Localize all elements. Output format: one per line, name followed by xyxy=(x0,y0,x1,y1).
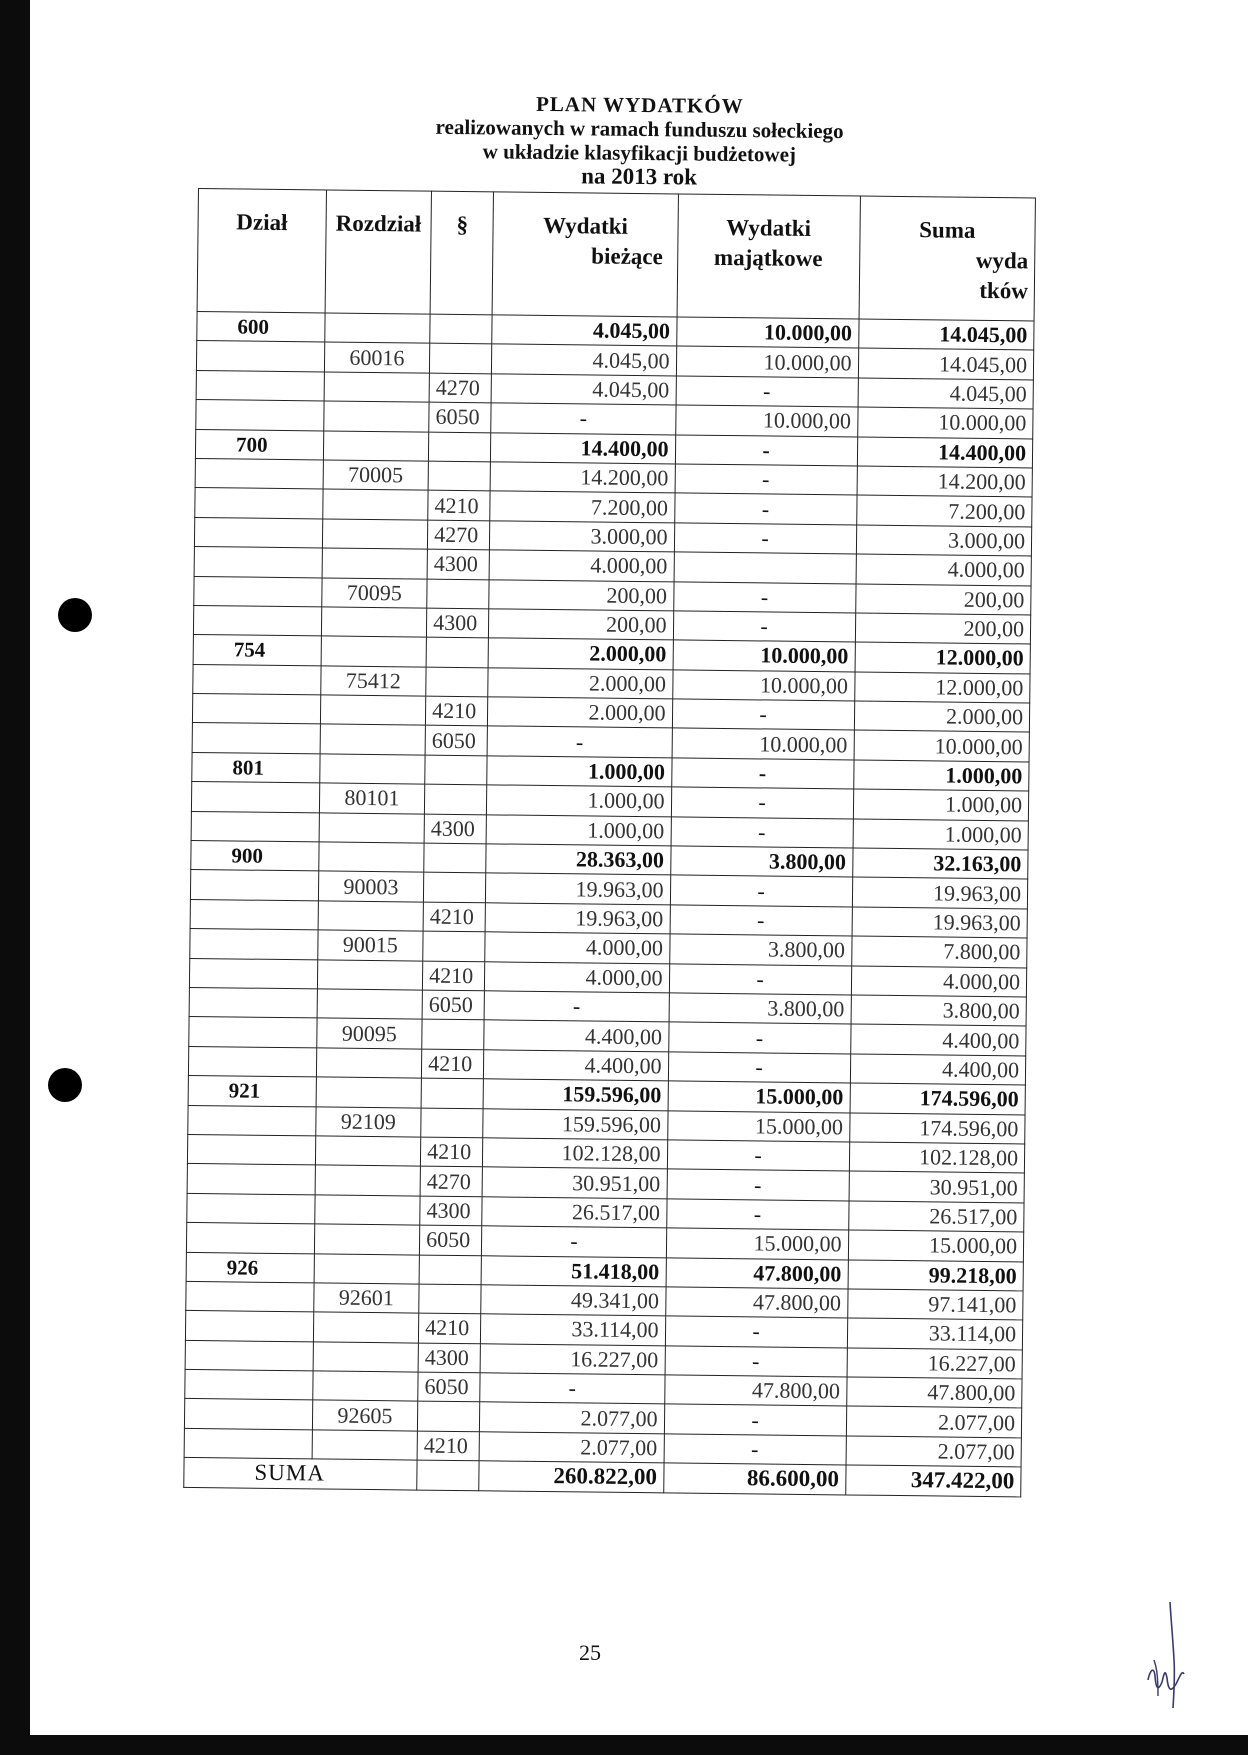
wydatki-biezace-value: - xyxy=(484,991,669,1022)
paragraf-cell-empty xyxy=(429,432,491,462)
dzial-cell-empty xyxy=(190,899,318,930)
suma-wydatkow-value: 200,00 xyxy=(855,584,1031,615)
wydatki-biezace-value: 30.951,00 xyxy=(482,1167,667,1198)
document-subtitle: realizowanych w ramach funduszu sołeckiego xyxy=(435,114,844,144)
wydatki-majatkowe-value: - xyxy=(670,875,852,906)
column-header-dzial xyxy=(197,189,326,313)
dzial-cell-empty xyxy=(184,1399,312,1430)
suma-wydatkow-value: 7.800,00 xyxy=(851,936,1027,967)
dzial-cell-empty xyxy=(191,811,319,842)
dzial-cell-empty xyxy=(195,458,323,489)
paragraf-code: 4300 xyxy=(427,549,489,579)
table-header-row xyxy=(197,189,1035,321)
wydatki-majatkowe-value: - xyxy=(664,1434,846,1465)
wydatki-majatkowe-value: - xyxy=(671,817,853,848)
dzial-cell-empty xyxy=(189,958,317,989)
wydatki-majatkowe-value: 3.800,00 xyxy=(670,846,852,877)
wydatki-majatkowe-value: 15.000,00 xyxy=(666,1228,848,1259)
paragraf-code: 4300 xyxy=(424,814,486,844)
rozdzial-cell-empty xyxy=(320,724,426,755)
rozdzial-cell-empty xyxy=(315,1165,421,1196)
wydatki-biezace-value: 51.418,00 xyxy=(481,1255,666,1286)
dzial-cell-empty xyxy=(185,1340,313,1371)
paragraf-cell-empty xyxy=(418,1402,480,1432)
suma-wydatkow-value: 32.163,00 xyxy=(852,848,1028,879)
rozdzial-code: 92601 xyxy=(313,1283,419,1314)
suma-wydatkow-value: 3.000,00 xyxy=(856,525,1032,556)
paragraf-code: 4270 xyxy=(428,520,490,550)
wydatki-majatkowe-value: 3.800,00 xyxy=(669,934,851,965)
wydatki-majatkowe-value: 47.800,00 xyxy=(665,1287,847,1318)
table-body xyxy=(184,311,1034,1467)
suma-wydatkow-value: 12.000,00 xyxy=(855,642,1031,673)
wydatki-majatkowe-value: 15.000,00 xyxy=(667,1110,849,1141)
column-header-label: majątkowe xyxy=(713,244,823,272)
document-title-block xyxy=(359,90,920,192)
wydatki-majatkowe-value: - xyxy=(675,464,857,495)
wydatki-majatkowe-value: 47.800,00 xyxy=(666,1257,848,1288)
wydatki-majatkowe-value: - xyxy=(674,493,856,524)
suma-wydatkow-value: 15.000,00 xyxy=(848,1230,1024,1261)
paragraf-code: 4270 xyxy=(429,373,491,403)
wydatki-biezace-value: 14.200,00 xyxy=(490,462,675,493)
dzial-cell-empty xyxy=(187,1193,315,1224)
paragraf-cell-empty xyxy=(421,1108,483,1138)
wydatki-majatkowe-value: - xyxy=(674,523,856,554)
paragraf-code: 4210 xyxy=(419,1313,481,1343)
paragraf-cell-empty xyxy=(424,843,486,873)
dzial-code: 900 xyxy=(191,840,319,871)
wydatki-biezace-value: 4.045,00 xyxy=(491,374,676,405)
wydatki-biezace-value: 4.400,00 xyxy=(484,1050,669,1081)
rozdzial-cell-empty xyxy=(318,901,424,932)
paragraf-cell-empty xyxy=(424,873,486,903)
column-header-paragraf xyxy=(430,191,494,315)
rozdzial-cell-empty xyxy=(323,401,429,432)
paragraf-code: 6050 xyxy=(422,990,484,1020)
dzial-cell-empty xyxy=(187,1134,315,1165)
paragraf-cell-empty xyxy=(425,784,487,814)
suma-wydatkow-value: 2.077,00 xyxy=(846,1436,1022,1467)
column-header-label: § xyxy=(456,211,469,238)
dzial-cell-empty xyxy=(185,1311,313,1342)
rozdzial-code: 60016 xyxy=(324,342,430,373)
rozdzial-cell-empty xyxy=(319,754,425,785)
dzial-cell-empty xyxy=(190,929,318,960)
rozdzial-code: 90095 xyxy=(316,1018,422,1049)
suma-wydatkow-value: 1.000,00 xyxy=(853,760,1029,791)
paragraf-code: 4210 xyxy=(423,902,485,932)
paragraf-code: 6050 xyxy=(418,1372,480,1402)
wydatki-biezace-value: 1.000,00 xyxy=(486,814,671,845)
wydatki-majatkowe-value: 10.000,00 xyxy=(672,728,854,759)
punch-hole-icon xyxy=(58,598,92,632)
suma-wydatkow-value: 47.800,00 xyxy=(846,1377,1022,1408)
rozdzial-cell-empty xyxy=(313,1312,419,1343)
total-paragraf-cell xyxy=(417,1460,479,1490)
suma-wydatkow-value: 4.400,00 xyxy=(850,1054,1026,1085)
wydatki-biezace-value: 2.077,00 xyxy=(479,1432,664,1463)
column-header-label: Wydatki xyxy=(542,212,629,239)
suma-wydatkow-value: 30.951,00 xyxy=(849,1171,1025,1202)
suma-wydatkow-value: 10.000,00 xyxy=(854,730,1030,761)
rozdzial-cell-empty xyxy=(312,1430,418,1461)
column-header-label: Suma xyxy=(919,217,976,243)
suma-wydatkow-value: 4.000,00 xyxy=(856,554,1032,585)
paragraf-code: 4300 xyxy=(427,608,489,638)
wydatki-majatkowe-value: 10.000,00 xyxy=(676,346,858,377)
column-header-suma-wydatkow xyxy=(859,196,1036,321)
dzial-cell-empty xyxy=(196,370,324,401)
rozdzial-cell-empty xyxy=(322,489,428,520)
rozdzial-cell-empty xyxy=(316,1077,422,1108)
suma-wydatkow-value: 3.800,00 xyxy=(851,995,1027,1026)
column-header-wydatki-biezace xyxy=(492,192,678,317)
dzial-code: 926 xyxy=(186,1252,314,1283)
dzial-cell-empty xyxy=(185,1369,313,1400)
column-header-label: wyda xyxy=(975,247,1029,274)
column-header-label: tków xyxy=(979,277,1029,304)
suma-wydatkow-value: 99.218,00 xyxy=(848,1259,1024,1290)
paragraf-cell-empty xyxy=(421,1078,483,1108)
wydatki-biezace-value: - xyxy=(482,1226,667,1257)
wydatki-majatkowe-value: - xyxy=(665,1316,847,1347)
paragraf-cell-empty xyxy=(430,344,492,374)
dzial-cell-empty xyxy=(186,1223,314,1254)
wydatki-biezace-value: 14.400,00 xyxy=(491,432,676,463)
wydatki-majatkowe-value: - xyxy=(665,1346,847,1377)
rozdzial-cell-empty xyxy=(321,607,427,638)
rozdzial-cell-empty xyxy=(317,959,423,990)
rozdzial-cell-empty xyxy=(314,1224,420,1255)
suma-wydatkow-value: 12.000,00 xyxy=(854,672,1030,703)
paragraf-cell-empty xyxy=(428,461,490,491)
wydatki-majatkowe-value: - xyxy=(671,787,853,818)
suma-wydatkow-value: 26.517,00 xyxy=(848,1201,1024,1232)
page-number: 25 xyxy=(579,1640,601,1665)
wydatki-majatkowe-value: - xyxy=(672,699,854,730)
dzial-cell-empty xyxy=(193,605,321,636)
wydatki-biezace-value: 26.517,00 xyxy=(482,1197,667,1228)
dzial-cell-empty xyxy=(184,1428,312,1459)
punch-hole-icon xyxy=(48,1068,82,1102)
paragraf-code: 6050 xyxy=(420,1225,482,1255)
paragraf-cell-empty xyxy=(425,755,487,785)
wydatki-majatkowe-value: - xyxy=(667,1169,849,1200)
rozdzial-cell-empty xyxy=(323,431,429,462)
wydatki-biezace-value: 4.000,00 xyxy=(489,550,674,581)
expense-plan-table xyxy=(183,188,1036,1497)
dzial-code: 921 xyxy=(188,1076,316,1107)
wydatki-majatkowe-value: - xyxy=(671,758,853,789)
wydatki-biezace-value: 159.596,00 xyxy=(483,1108,668,1139)
signature-icon xyxy=(1140,1600,1200,1710)
rozdzial-cell-empty xyxy=(314,1195,420,1226)
wydatki-majatkowe-value: - xyxy=(673,611,855,642)
dzial-cell-empty xyxy=(194,547,322,578)
dzial-code: 801 xyxy=(192,752,320,783)
suma-wydatkow-value: 14.200,00 xyxy=(857,466,1033,497)
paragraf-cell-empty xyxy=(419,1255,481,1285)
document-title: PLAN WYDATKÓW xyxy=(535,91,744,119)
wydatki-majatkowe-value: 47.800,00 xyxy=(664,1375,846,1406)
suma-wydatkow-value: 14.400,00 xyxy=(857,437,1033,468)
dzial-cell-empty xyxy=(192,723,320,754)
wydatki-biezace-value: 102.128,00 xyxy=(483,1138,668,1169)
paragraf-cell-empty xyxy=(430,314,492,344)
paragraf-code: 4210 xyxy=(426,696,488,726)
rozdzial-cell-empty xyxy=(315,1136,421,1167)
wydatki-majatkowe-value: - xyxy=(664,1404,846,1435)
dzial-cell-empty xyxy=(187,1164,315,1195)
rozdzial-cell-empty xyxy=(322,519,428,550)
dzial-cell-empty xyxy=(195,488,323,519)
suma-wydatkow-value: 200,00 xyxy=(855,613,1031,644)
scan-edge-left xyxy=(0,0,30,1755)
dzial-cell-empty xyxy=(190,870,318,901)
wydatki-majatkowe-value: - xyxy=(675,434,857,465)
dzial-cell-empty xyxy=(193,664,321,695)
dzial-cell-empty xyxy=(189,1017,317,1048)
dzial-cell-empty xyxy=(188,1046,316,1077)
rozdzial-cell-empty xyxy=(320,695,426,726)
wydatki-biezace-value: 4.045,00 xyxy=(492,315,677,346)
wydatki-biezace-value: 33.114,00 xyxy=(481,1314,666,1345)
column-header-label: Dział xyxy=(236,209,288,236)
wydatki-majatkowe-value: 10.000,00 xyxy=(675,405,857,436)
wydatki-majatkowe-value: - xyxy=(670,905,852,936)
document-subtitle: w układzie klasyfikacji budżetowej xyxy=(482,139,797,167)
wydatki-biezace-value: 19.963,00 xyxy=(485,903,670,934)
suma-wydatkow-value: 16.227,00 xyxy=(847,1348,1023,1379)
dzial-cell-empty xyxy=(196,341,324,372)
wydatki-majatkowe-value: 15.000,00 xyxy=(668,1081,850,1112)
paragraf-code: 4210 xyxy=(422,1049,484,1079)
suma-wydatkow-value: 19.963,00 xyxy=(852,877,1028,908)
wydatki-majatkowe-value: 10.000,00 xyxy=(672,670,854,701)
column-header-rozdzial xyxy=(325,190,432,314)
wydatki-majatkowe-value: - xyxy=(668,1052,850,1083)
suma-wydatkow-value: 174.596,00 xyxy=(849,1112,1025,1143)
wydatki-majatkowe-value: - xyxy=(667,1140,849,1171)
wydatki-biezace-value: 4.045,00 xyxy=(492,344,677,375)
wydatki-biezace-value: 1.000,00 xyxy=(487,756,672,787)
wydatki-biezace-value: 2.000,00 xyxy=(488,668,673,699)
dzial-cell-empty xyxy=(192,694,320,725)
rozdzial-cell-empty xyxy=(322,548,428,579)
wydatki-biezace-value: 16.227,00 xyxy=(480,1343,665,1374)
wydatki-biezace-value: 2.077,00 xyxy=(480,1402,665,1433)
suma-wydatkow-value: 102.128,00 xyxy=(849,1142,1025,1173)
rozdzial-cell-empty xyxy=(324,372,430,403)
rozdzial-cell-empty xyxy=(318,842,424,873)
dzial-cell-empty xyxy=(188,1105,316,1136)
dzial-cell-empty xyxy=(194,576,322,607)
wydatki-biezace-value: - xyxy=(491,403,676,434)
rozdzial-cell-empty xyxy=(317,989,423,1020)
scan-edge-bottom xyxy=(0,1735,1248,1755)
wydatki-majatkowe-value: 10.000,00 xyxy=(676,317,858,348)
suma-wydatkow-value: 4.045,00 xyxy=(858,378,1034,409)
wydatki-majatkowe-value: - xyxy=(673,581,855,612)
rozdzial-code: 80101 xyxy=(319,783,425,814)
column-header-label: bieżące xyxy=(591,243,663,270)
total-label: SUMA xyxy=(184,1458,417,1490)
rozdzial-cell-empty xyxy=(324,313,430,344)
dzial-cell-empty xyxy=(194,517,322,548)
paragraf-cell-empty xyxy=(426,637,488,667)
wydatki-majatkowe-value: - xyxy=(668,1022,850,1053)
wydatki-biezace-value: 159.596,00 xyxy=(483,1079,668,1110)
rozdzial-code: 90003 xyxy=(318,871,424,902)
paragraf-code: 6050 xyxy=(425,726,487,756)
suma-wydatkow-value: 33.114,00 xyxy=(847,1318,1023,1349)
suma-wydatkow-value: 19.963,00 xyxy=(852,907,1028,938)
wydatki-biezace-value: 200,00 xyxy=(489,579,674,610)
wydatki-majatkowe-value: - xyxy=(669,963,851,994)
wydatki-biezace-value: 49.341,00 xyxy=(481,1285,666,1316)
suma-wydatkow-value: 7.200,00 xyxy=(856,495,1032,526)
dzial-cell-empty xyxy=(189,987,317,1018)
expense-plan-sheet xyxy=(183,188,1036,1497)
suma-wydatkow-value: 1.000,00 xyxy=(853,789,1029,820)
wydatki-biezace-value: 2.000,00 xyxy=(488,697,673,728)
wydatki-biezace-value: 4.000,00 xyxy=(485,932,670,963)
wydatki-biezace-value: 19.963,00 xyxy=(486,873,671,904)
rozdzial-code: 70005 xyxy=(323,460,429,491)
dzial-cell-empty xyxy=(196,400,324,431)
paragraf-code: 4270 xyxy=(420,1166,482,1196)
wydatki-biezace-value: 4.400,00 xyxy=(484,1020,669,1051)
rozdzial-code: 75412 xyxy=(320,666,426,697)
suma-wydatkow-value: 2.077,00 xyxy=(846,1406,1022,1437)
paragraf-code: 4210 xyxy=(423,961,485,991)
paragraf-cell-empty xyxy=(426,667,488,697)
wydatki-biezace-value: 3.000,00 xyxy=(490,521,675,552)
paragraf-code: 4210 xyxy=(428,490,490,520)
wydatki-biezace-value: - xyxy=(487,726,672,757)
rozdzial-cell-empty xyxy=(312,1371,418,1402)
dzial-cell-empty xyxy=(191,782,319,813)
rozdzial-cell-empty xyxy=(321,636,427,667)
rozdzial-cell-empty xyxy=(314,1253,420,1284)
dzial-cell-empty xyxy=(186,1281,314,1312)
suma-wydatkow-value: 10.000,00 xyxy=(857,407,1033,438)
wydatki-majatkowe-value: - xyxy=(666,1199,848,1230)
rozdzial-code: 92605 xyxy=(312,1400,418,1431)
suma-wydatkow-value: 14.045,00 xyxy=(858,319,1034,350)
suma-wydatkow-value: 174.596,00 xyxy=(850,1083,1026,1114)
rozdzial-code: 92109 xyxy=(315,1106,421,1137)
suma-wydatkow-value: 2.000,00 xyxy=(854,701,1030,732)
suma-wydatkow-value: 97.141,00 xyxy=(847,1289,1023,1320)
wydatki-biezace-value: 7.200,00 xyxy=(490,491,675,522)
document-year: na 2013 rok xyxy=(581,163,698,190)
column-header-wydatki-majatkowe xyxy=(677,194,860,319)
suma-wydatkow-value: 4.400,00 xyxy=(850,1024,1026,1055)
paragraf-code: 4300 xyxy=(418,1343,480,1373)
wydatki-biezace-value: 28.363,00 xyxy=(486,844,671,875)
column-header-label: Wydatki xyxy=(726,214,812,241)
paragraf-code: 6050 xyxy=(429,402,491,432)
paragraf-cell-empty xyxy=(427,579,489,609)
wydatki-biezace-value: 200,00 xyxy=(489,609,674,640)
rozdzial-code: 90015 xyxy=(317,930,423,961)
wydatki-majatkowe-value xyxy=(674,552,856,583)
total-suma: 347.422,00 xyxy=(845,1465,1021,1496)
column-header-label: Rozdział xyxy=(335,210,422,237)
wydatki-biezace-value: 1.000,00 xyxy=(487,785,672,816)
paragraf-cell-empty xyxy=(422,1019,484,1049)
wydatki-biezace-value: - xyxy=(480,1373,665,1404)
total-biezace: 260.822,00 xyxy=(479,1461,664,1492)
rozdzial-cell-empty xyxy=(316,1048,422,1079)
dzial-code: 600 xyxy=(197,311,325,342)
paragraf-code: 4210 xyxy=(417,1431,479,1461)
paragraf-cell-empty xyxy=(419,1284,481,1314)
dzial-code: 754 xyxy=(193,635,321,666)
rozdzial-cell-empty xyxy=(313,1342,419,1373)
wydatki-biezace-value: 2.000,00 xyxy=(488,638,673,669)
dzial-code: 700 xyxy=(195,429,323,460)
suma-wydatkow-value: 4.000,00 xyxy=(851,966,1027,997)
wydatki-majatkowe-value: 10.000,00 xyxy=(673,640,855,671)
suma-wydatkow-value: 14.045,00 xyxy=(858,348,1034,379)
rozdzial-code: 70095 xyxy=(321,577,427,608)
paragraf-cell-empty xyxy=(423,931,485,961)
rozdzial-cell-empty xyxy=(319,813,425,844)
wydatki-majatkowe-value: 3.800,00 xyxy=(669,993,851,1024)
suma-wydatkow-value: 1.000,00 xyxy=(853,819,1029,850)
total-majatkowe: 86.600,00 xyxy=(663,1463,845,1494)
wydatki-majatkowe-value: - xyxy=(676,376,858,407)
paragraf-code: 4300 xyxy=(420,1196,482,1226)
wydatki-biezace-value: 4.000,00 xyxy=(485,961,670,992)
paragraf-code: 4210 xyxy=(421,1137,483,1167)
